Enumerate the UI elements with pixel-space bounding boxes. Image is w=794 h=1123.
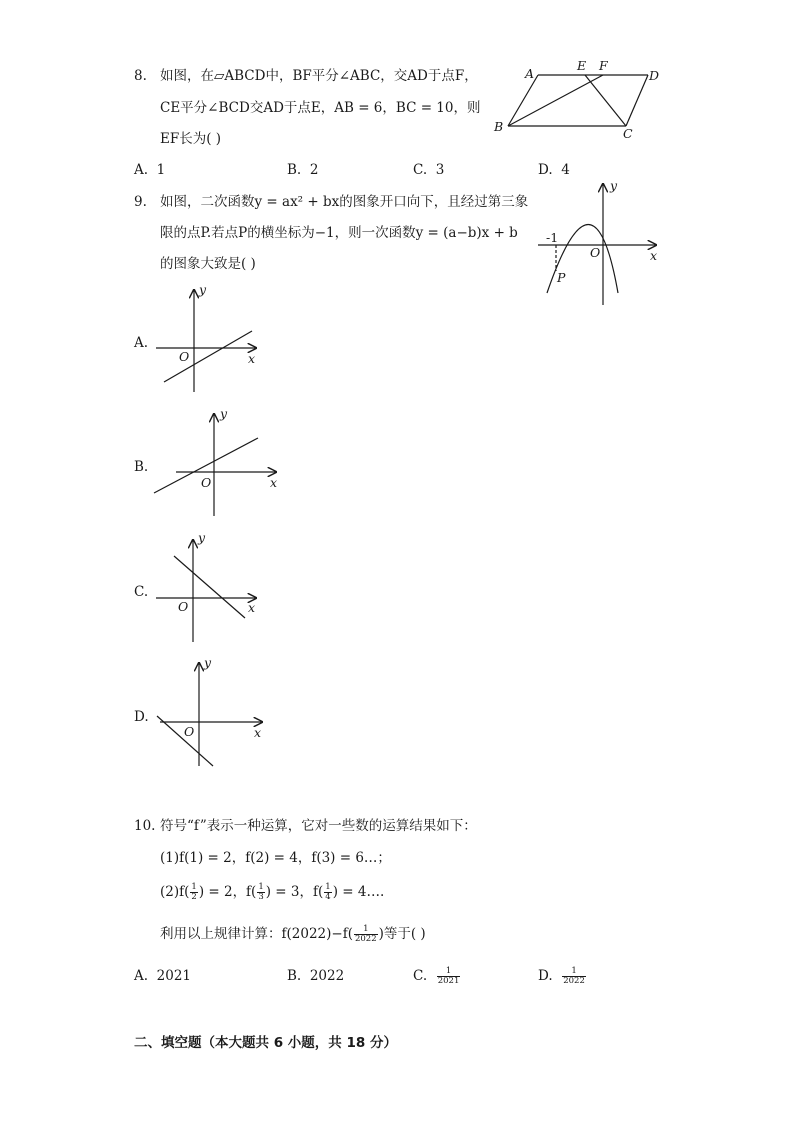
option-label: D. [134,709,149,725]
question-prompt: 利用以上规律计算：f(2022)−f( $\frac{1}{2022}$ )等于( ) [160,924,426,944]
option-c-graph [150,532,268,647]
axis-label-y: y [198,532,206,545]
fraction: $\frac{1}{4}$ [325,882,331,902]
option-c[interactable]: C. $\frac{1}{2021}$ [413,966,460,986]
question-number: 10. [134,818,156,834]
option-d[interactable]: D. 4 [538,162,570,178]
question-number: 9. [134,194,147,210]
option-d[interactable]: D. $\frac{1}{2022}$ [538,966,585,986]
question-text-line: EF长为( ) [160,131,222,147]
fraction: $\frac{1}{2021}$ [437,966,460,986]
label-c: C [623,126,633,140]
axis-label-x: x [248,600,256,615]
axis-label-y: y [204,655,212,670]
fraction: $\frac{1}{2}$ [191,882,197,902]
option-a-graph [150,282,268,397]
origin-label: O [178,599,189,614]
option-label: A. [134,335,149,351]
point-label-p: P [557,270,566,285]
axis-label-x: x [248,351,256,366]
axis-label-x: x [270,475,278,490]
option-d-graph [150,655,268,770]
parabola-figure [530,178,660,310]
option-a[interactable]: A. 1 [134,162,166,178]
rule-line-1: (1)f(1) = 2，f(2) = 4，f(3) = 6…； [160,850,391,866]
label-a: A [525,66,535,81]
origin-label: O [201,475,212,490]
option-label: B. [134,459,149,475]
axis-label-x: x [650,248,658,263]
rule-line-2: (2)f( $\frac{1}{2}$ ) = 2，f( $\frac{1}{3}$ ) = 3，f( $\frac{1}{4}$ ) = 4…. [160,882,385,902]
label-d: D [649,68,660,83]
label-f: F [599,58,608,73]
option-label: C. [134,584,149,600]
option-b[interactable]: B. 2 [287,162,319,178]
label-b: B [494,119,504,134]
fraction: $\frac{1}{2022}$ [354,924,377,944]
parallelogram-figure [488,58,668,140]
option-b[interactable]: B. 2022 [287,968,345,984]
question-text-line: 限的点P.若点P的横坐标为−1，则一次函数y = (a−b)x + b [160,225,518,241]
axis-label-y: y [220,406,228,421]
label-e: E [577,58,587,73]
section-heading: 二、填空题（本大题共 6 小题，共 18 分） [134,1035,397,1051]
axis-label-y: y [610,178,618,193]
option-b-graph [150,406,285,521]
question-text-line: 的图象大致是( ) [160,256,256,272]
question-text-line: 如图，二次函数y = ax² + bx的图象开口向下，且经过第三象 [160,194,529,210]
origin-label: O [590,245,601,260]
axis-label-y: y [199,282,207,297]
question-text-line: CE平分∠BCD交AD于点E，AB = 6，BC = 10，则 [160,100,481,116]
fraction: $\frac{1}{2022}$ [563,966,585,986]
axis-label-x: x [254,725,262,740]
fraction: $\frac{1}{3}$ [258,882,264,902]
option-a[interactable]: A. 2021 [134,968,191,984]
option-c[interactable]: C. 3 [413,162,445,178]
question-text-line: 符号“f”表示一种运算，它对一些数的运算结果如下： [160,818,477,834]
question-number: 8. [134,68,147,84]
tick-label-minus-one: -1 [546,230,559,245]
origin-label: O [184,724,195,739]
origin-label: O [179,349,190,364]
question-text-line: 如图，在▱ABCD中，BF平分∠ABC，交AD于点F， [160,68,478,84]
